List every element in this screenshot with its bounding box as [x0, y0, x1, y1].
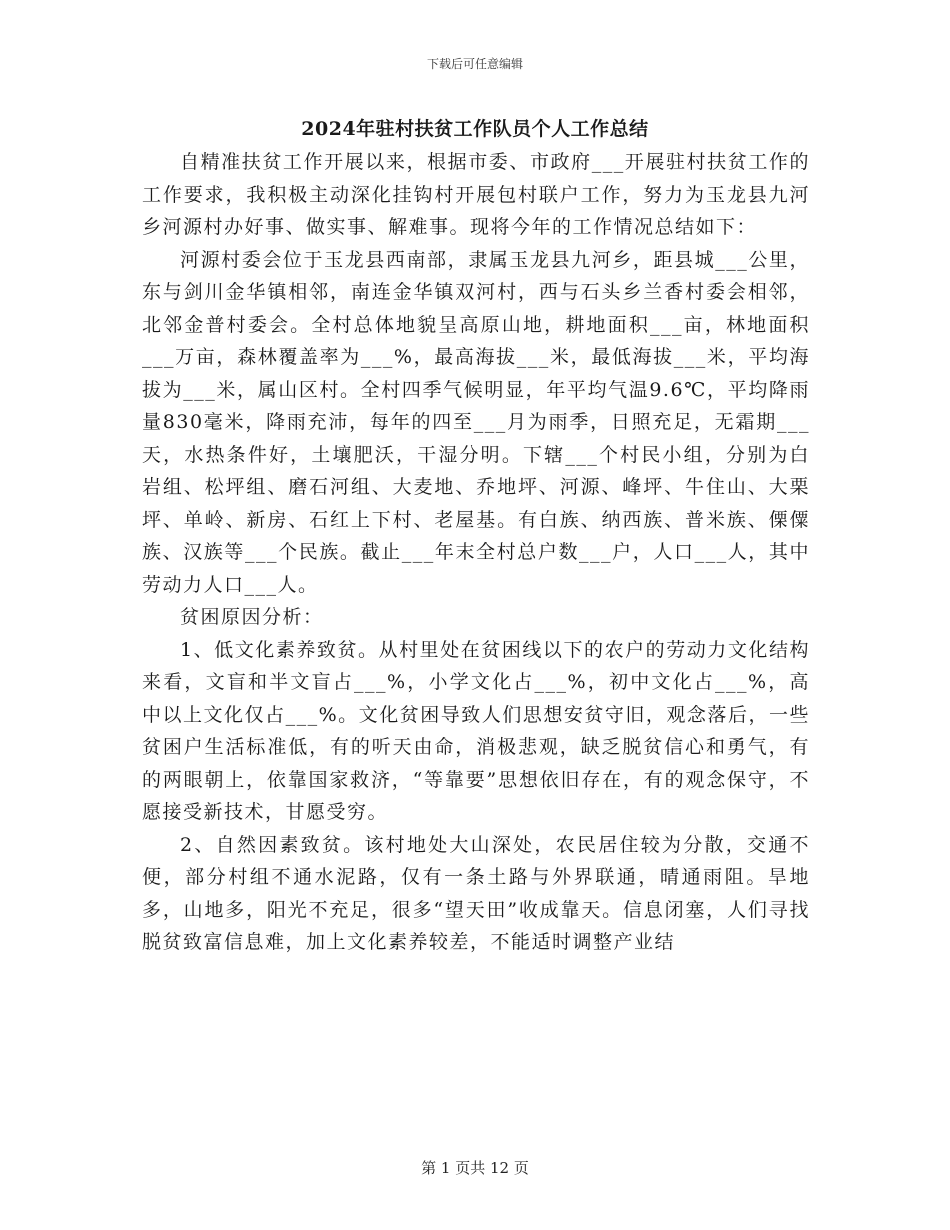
paragraph-intro: 自精准扶贫工作开展以来，根据市委、市政府___开展驻村扶贫工作的工作要求，我积极主动深化挂钩村开展包村联户工作，努力为玉龙县九河乡河源村办好事、做实事、解难事。现将今年的工作情况总结如下：	[142, 151, 810, 238]
header-note: 下载后可任意编辑	[426, 57, 523, 71]
document-title: 2024年驻村扶贫工作队员个人工作总结	[301, 118, 649, 140]
document-body	[142, 146, 810, 959]
paragraph-poverty-causes-heading: 贫困原因分析：	[180, 606, 324, 628]
page-number: 第 1 页共 12 页	[421, 1159, 529, 1177]
paragraph-cause-education: 1、低文化素养致贫。从村里处在贫困线以下的农户的劳动力文化结构来看，文盲和半文盲占___%，小学文化占___%，初中文化占___%，高中以上文化仅占___%。文化贫困导致人们思想安贫守旧，观念落后，一些贫困户生活标准低，有的听天由命，消极悲观，缺乏脱贫信心和勇气，有的两眼朝上，依靠国家救济，“等靠要”思想依旧存在，有的观念保守，不愿接受新技术，甘愿受穷。	[142, 638, 810, 823]
paragraph-village-overview: 河源村委会位于玉龙县西南部，隶属玉龙县九河乡，距县城___公里，东与剑川金华镇相邻，南连金华镇双河村，西与石头乡兰香村委会相邻，北邻金普村委会。全村总体地貌呈高原山地，耕地面积___亩，林地面积___万亩，森林覆盖率为___%，最高海拔___米，最低海拔___米，平均海拔为___米，属山区村。全村四季气候明显，年平均气温9.6℃，平均降雨量830毫米，降雨充沛，每年的四至___月为雨季，日照充足，无霜期___天，水热条件好，土壤肥沃，干湿分明。下辖___个村民小组，分别为白岩组、松坪组、磨石河组、大麦地、乔地坪、河源、峰坪、牛住山、大栗坪、单岭、新房、石红上下村、老屋基。有白族、纳西族、普米族、傈僳族、汉族等___个民族。截止___年末全村总户数___户，人口___人，其中劳动力人口___人。	[142, 248, 810, 596]
paragraph-cause-nature: 2、自然因素致贫。该村地处大山深处，农民居住较为分散，交通不便，部分村组不通水泥路，仅有一条土路与外界联通，晴通雨阻。旱地多，山地多，阳光不充足，很多“望天田”收成靠天。信息闭塞，人们寻找脱贫致富信息难，加上文化素养较差，不能适时调整产业结	[142, 833, 810, 953]
